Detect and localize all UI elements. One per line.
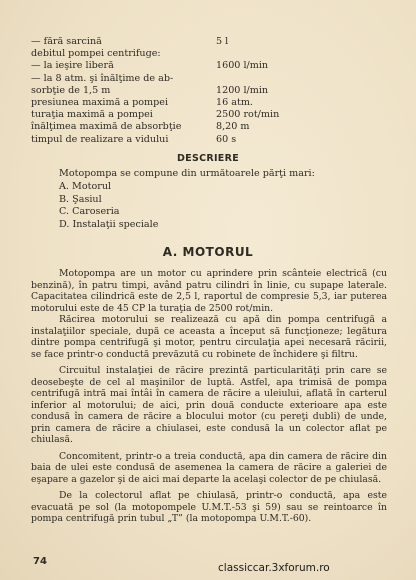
paragraph: Circuitul instalaţiei de răcire prezintă particularităţi prin care se deosebeşte de cel al maşinilor de luptă. Astfel, apa trimisă de pompa centrifugă intră mai întâi în camera de răcire a uleiului, aflată în carterul inferior al motorului; de aici, prin două conducte exterioare apa este condusă în camera de răcire a blocului motor (cu pereţi dubli) de unde, prin camera de răcire a chiulasei, este condusă la un colector aflat pe chiulasă. bbox=[31, 365, 387, 445]
paragraph: Răcirea motorului se realizează cu apă din pompa centrifugă a instalaţiilor speciale, după ce aceasta a început să funcţioneze; legătura dintre pompa centrifugă şi motor, pentru circulaţia apei necesară răcirii, se face printr-o conductă prevăzută cu robinete de închidere şi filtru. bbox=[31, 314, 387, 360]
spec-value bbox=[216, 48, 391, 60]
description-intro: Motopompa se compune din următoarele părţi mari: bbox=[59, 168, 315, 179]
page-number: 74 bbox=[33, 556, 47, 567]
paragraph: Motopompa are un motor cu aprindere prin scânteie electrică (cu benzină), în patru timpi, având patru cilindri în linie, cu supape laterale. Capacitatea cilindrică este de 2,5 l, raportul de compresie 5,3, iar puterea motorului este de 45 CP la turaţia de 2500 rot/min. bbox=[31, 268, 387, 314]
list-item: A. Motorul bbox=[59, 181, 112, 192]
spec-value: 2500 rot/min bbox=[216, 109, 280, 121]
spec-value: 16 atm. bbox=[216, 97, 253, 109]
section-heading: A. MOTORUL bbox=[162, 245, 254, 259]
spec-value: 8,20 m bbox=[216, 121, 250, 133]
spec-key: presiunea maximă a pompei bbox=[31, 97, 169, 109]
spec-row bbox=[31, 36, 391, 48]
watermark: classiccar.3xforum.ro bbox=[218, 562, 330, 574]
spec-value: 60 s bbox=[216, 133, 237, 145]
spec-value: 1200 l/min bbox=[216, 84, 269, 96]
description-heading: DESCRIERE bbox=[176, 153, 240, 164]
spec-row bbox=[31, 85, 391, 97]
spec-row bbox=[31, 73, 391, 85]
paragraph: Concomitent, printr-o a treia conductă, apa din camera de răcire din baia de ulei este condusă de asemenea la camera de răcire a galeriei de eşapare a gazelor şi de aici mai departe la acelaşi colector de pe chiulasă. bbox=[31, 450, 387, 485]
spec-row bbox=[31, 97, 391, 109]
spec-key: timpul de realizare a vidului bbox=[31, 133, 169, 145]
body-text bbox=[31, 268, 387, 530]
spec-value: 5 l bbox=[216, 36, 229, 47]
spec-key: — la ieşire liberă bbox=[31, 60, 114, 72]
spec-value: 1600 l/min bbox=[216, 60, 269, 72]
spec-key: turaţia maximă a pompei bbox=[31, 109, 153, 121]
spec-key: sorbţie de 1,5 m bbox=[31, 84, 111, 96]
spec-row bbox=[31, 121, 391, 133]
spec-row bbox=[31, 60, 391, 72]
spec-list bbox=[31, 36, 391, 146]
spec-key: înălţimea maximă de absorbţie bbox=[31, 121, 182, 133]
paragraph: De la colectorul aflat pe chiulasă, printr-o conductă, apa este evacuată pe sol (la motopompele U.M.T.-53 şi 59) sau se reintoarce în pompa centrifugă prin tubul „T” (la motopompa U.M.T.-60). bbox=[31, 490, 387, 524]
list-item: D. Instalaţii speciale bbox=[59, 218, 159, 230]
parts-list bbox=[59, 181, 158, 231]
spec-row bbox=[31, 134, 391, 146]
spec-key: — fără sarcină bbox=[31, 36, 102, 47]
spec-value bbox=[216, 73, 391, 85]
list-item: C. Caroseria bbox=[59, 206, 120, 218]
spec-row bbox=[31, 109, 391, 121]
spec-row bbox=[31, 48, 391, 60]
spec-key: — la 8 atm. şi înălţime de ab- bbox=[31, 72, 174, 84]
list-item: B. Şasiul bbox=[59, 193, 102, 205]
spec-key: debitul pompei centrifuge: bbox=[31, 48, 161, 60]
